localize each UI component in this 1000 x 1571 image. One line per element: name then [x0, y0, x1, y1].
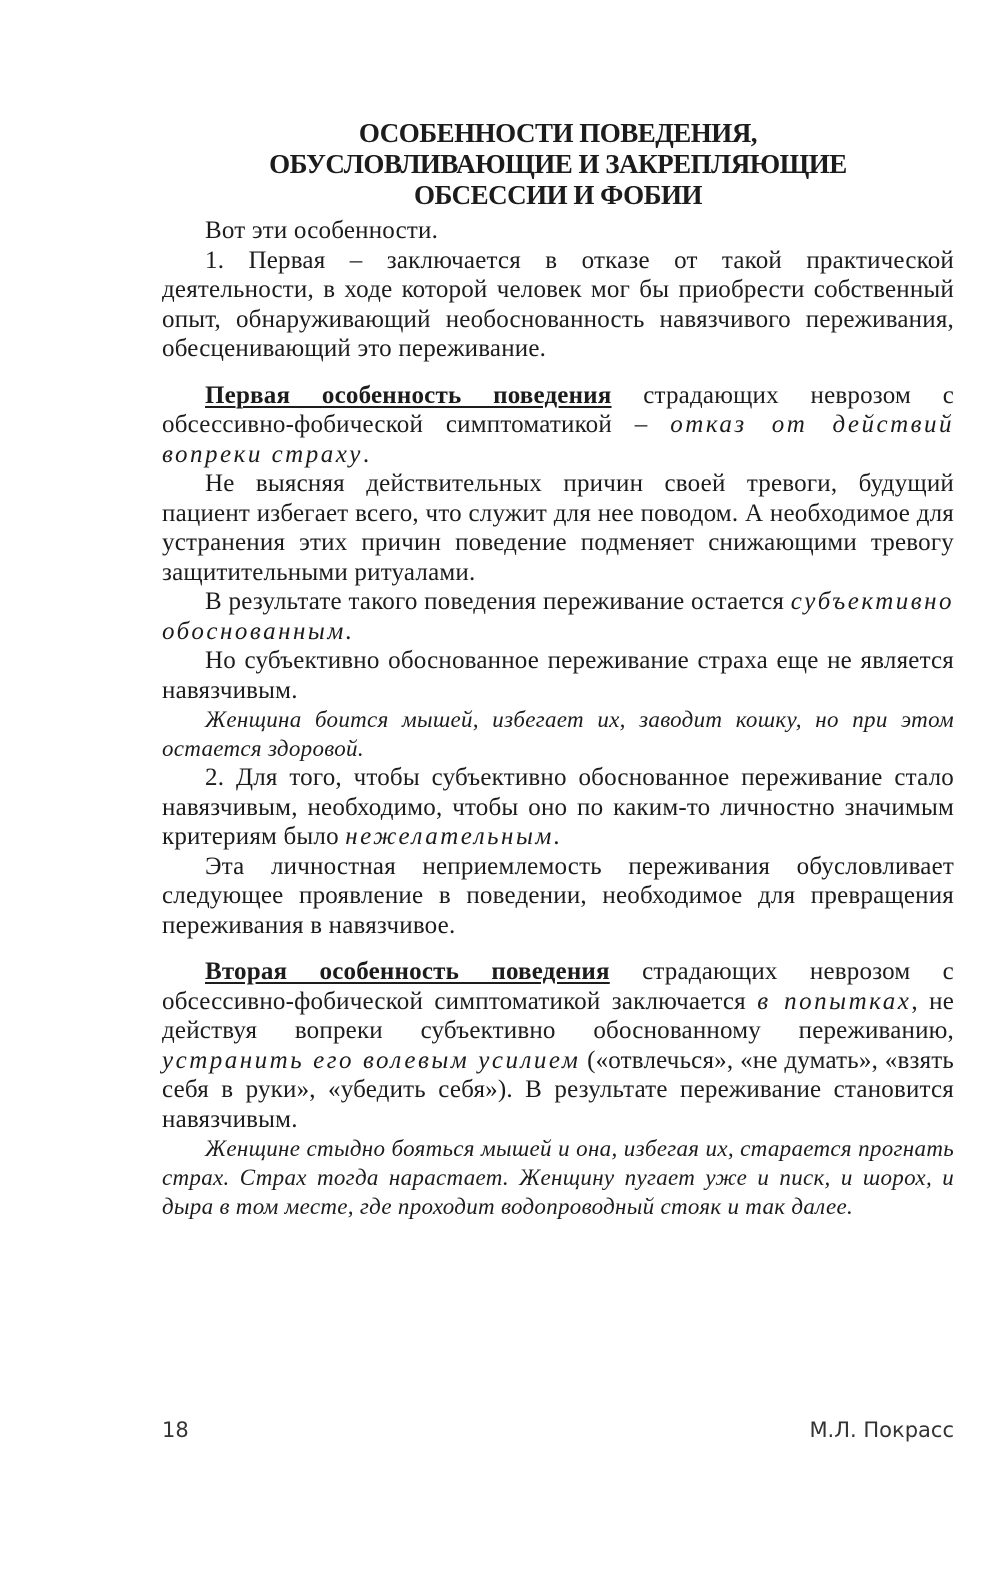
second-feature-emphasis-1: в попытках [757, 987, 912, 1015]
result-emphasis: субъективно обоснованным. [162, 588, 954, 645]
title-line-1: ОСОБЕННОСТИ ПОВЕДЕНИЯ, [358, 118, 758, 148]
first-feature-end: . [362, 440, 370, 468]
paragraph-unacceptability: Эта личностная неприемлемость переживания обусловливает следующее проявление в поведении, необходимое для превращения переживания в навязчивое. [162, 852, 954, 939]
paragraph-not-obsessive: Но субъективно обоснованное переживание страха еще не является навязчивым. [162, 647, 954, 704]
paragraph-second-feature [162, 957, 954, 1134]
point-2-text: 2. Для того, чтобы субъективно обоснованное переживание стало навязчивым, необходимо, чтобы оно по каким-то личностно значимым критериям было [162, 764, 954, 850]
result-text: В результате такого поведения переживание остается [205, 588, 791, 615]
second-feature-emphasis-2: устранить его волевым усилием [162, 1046, 581, 1074]
page-body [162, 118, 954, 1221]
first-feature-text: страдающих неврозом с обсессивно-фобической симптоматикой – [162, 381, 954, 438]
page-number: 18 [162, 1418, 189, 1442]
second-feature-text-2: , не действуя вопреки субъективно обоснованному переживанию, [162, 987, 954, 1044]
paragraph-point-1: 1. Первая – заключается в отказе от такой практической деятельности, в ходе которой человек мог бы приобрести собственный опыт, обнаруживающий необоснованность навязчивого переживания, обесценивающий это переживание. [162, 246, 954, 362]
example-2: Женщине стыдно бояться мышей и она, избегая их, старается прогнать страх. Страх тогда нарастает. Женщину пугает уже и писк, и шорох, и дыра в том месте, где проходит водопроводный стояк и так далее. [162, 1136, 954, 1219]
paragraph-avoidance: Не выясняя действительных причин своей тревоги, будущий пациент избегает всего, что служит для нее поводом. А необходимое для устранения этих причин поведение подменяет снижающими тревогу защитительными ритуалами. [162, 470, 954, 586]
point-2-emphasis: нежелательным. [345, 823, 563, 850]
example-1: Женщина боится мышей, избегает их, заводит кошку, но при этом остается здоровой. [162, 707, 954, 761]
title-line-3: ОБСЕССИИ И ФОБИИ [413, 180, 703, 210]
second-feature-text-3: («отвлечься», «не думать», «взять себя в руки», «убедить себя»). В результате переживание становится навязчивым. [162, 1046, 954, 1133]
second-feature-heading: Вторая особенность поведения [205, 958, 610, 985]
first-feature-emphasis: отказ от действий вопреки страху [162, 411, 955, 468]
author-name: М.Л. Покрасс [809, 1418, 954, 1442]
title-line-2: ОБУСЛОВЛИВАЮЩИЕ И ЗАКРЕПЛЯЮЩИЕ [269, 149, 847, 179]
paragraph-intro: Вот эти особенности. [205, 217, 439, 244]
section-title [162, 118, 954, 211]
paragraph-first-feature [162, 381, 954, 470]
first-feature-heading: Первая особенность поведения [205, 381, 612, 409]
second-feature-text-1: страдающих неврозом с обсессивно-фобической симптоматикой заключается [162, 958, 954, 1015]
paragraph-result [162, 587, 954, 646]
paragraph-point-2 [162, 763, 954, 852]
